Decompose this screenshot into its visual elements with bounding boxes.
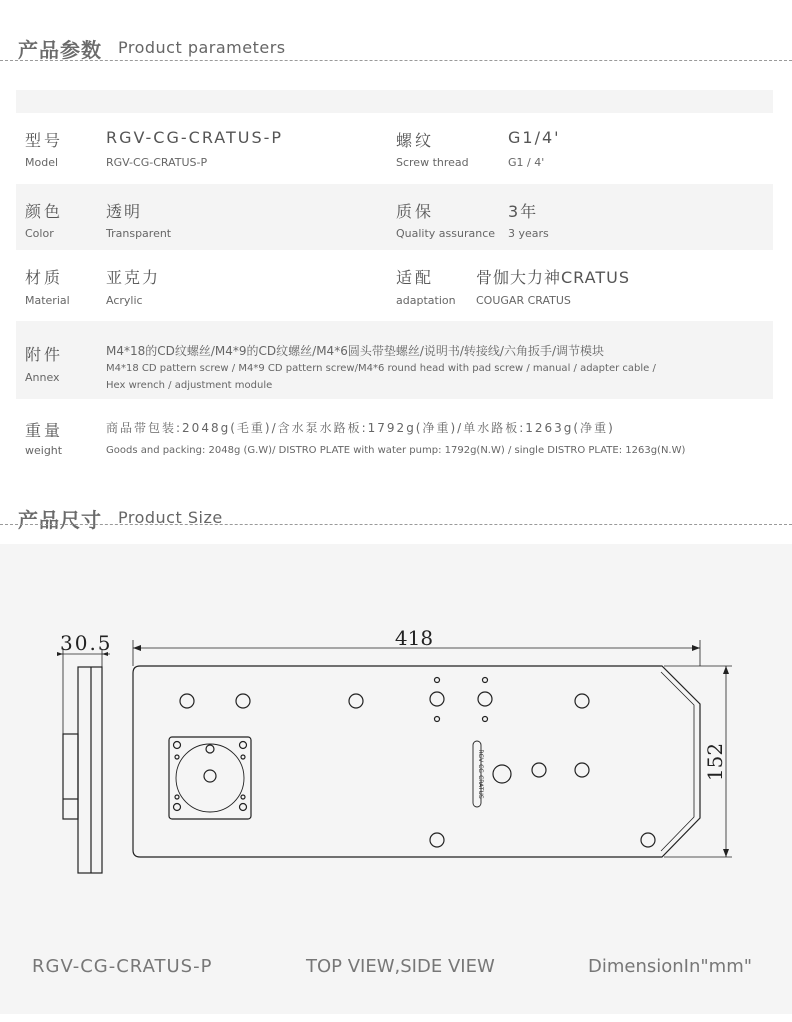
color-value-zh: 透明 [106,202,143,221]
footer-dimension: DimensionIn"mm" [588,956,753,977]
footer-model: RGV-CG-CRATUS-P [32,956,213,977]
quality-value-zh: 3年 [508,202,539,221]
weight-value-zh: 商品带包装:2048g(毛重)/含水泵水路板:1792g(净重)/单水路板:1263g(净重) [106,421,615,435]
side-view-pump-block [63,734,78,819]
hole [575,694,589,708]
model-label-zh: 型号 [25,131,64,150]
dim-height-text: 152 [703,742,727,782]
model-value-en: RGV-CG-CRATUS-P [106,156,208,169]
small-hole [435,678,440,683]
weight-value-en: Goods and packing: 2048g (G.W)/ DISTRO PLATE with water pump: 1792g(N.W) / single DISTRO PLATE: 1263g(N.W) [106,445,686,456]
pump-screw [240,804,247,811]
row-band-top [16,90,773,113]
plate-label-text: RGV-CG-CRATUS [477,749,484,799]
pump-screw-small [175,795,179,799]
weight-label-en: weight [25,444,63,457]
color-label-en: Color [25,227,54,240]
material-value-en: Acrylic [106,294,143,307]
pump-screw-small [175,755,179,759]
dim-length-text: 418 [394,626,434,650]
plate-outline [133,666,700,857]
side-view [58,649,110,873]
hole [180,694,194,708]
quality-label-en: Quality assurance [396,227,496,240]
hole [532,763,546,777]
fitting-port [493,765,511,783]
weight-label-zh: 重量 [25,421,64,440]
arrow [692,645,700,651]
thread-label-en: Screw thread [396,156,469,169]
model-label-en: Model [25,156,59,169]
thread-value-zh: G1/4' [508,128,561,147]
pump-screw [240,742,247,749]
size-header-zh: 产品尺寸 [18,508,102,532]
size-header-en: Product Size [118,508,223,527]
small-hole [483,678,488,683]
hole [236,694,250,708]
material-value-zh: 亚克力 [106,268,161,287]
material-label-zh: 材质 [25,268,64,287]
thread-label-zh: 螺纹 [396,131,435,150]
quality-value-en: 3 years [508,227,549,240]
params-header-zh: 产品参数 [18,38,102,62]
arrow [723,849,729,857]
quality-label-zh: 质保 [396,202,435,221]
pump-mount [169,737,251,819]
hole [430,833,444,847]
hole [349,694,363,708]
dim-arrows [57,645,729,857]
color-label-zh: 颜色 [25,202,64,221]
hole [478,692,492,706]
pump-mount-ring [176,744,244,812]
hole [430,692,444,706]
adaptation-label-en: adaptation [396,294,456,307]
footer-view: TOP VIEW,SIDE VIEW [306,956,495,977]
dim-thickness-text: 30.5 [60,631,113,655]
pump-screw [174,742,181,749]
params-section-header [0,30,792,70]
pump-screw-small [241,795,245,799]
hole [575,763,589,777]
pump-mount-top-hole [206,745,214,753]
adaptation-value-en: COUGAR CRATUS [476,294,571,307]
annex-value-en-line1: M4*18 CD pattern screw / M4*9 CD pattern screw/M4*6 round head with pad screw / manual / adapter cable / [106,363,656,374]
thread-value-en: G1 / 4' [508,156,545,169]
adaptation-value-zh: 骨伽大力神CRATUS [476,268,630,287]
annex-value-en-line2: Hex wrench / adjustment module [106,380,273,391]
small-hole [435,717,440,722]
plate-inner-edge [661,672,694,851]
pump-mount-center [204,770,216,782]
adaptation-label-zh: 适配 [396,268,435,287]
color-value-en: Transparent [106,227,172,240]
side-view-body [78,667,102,873]
dimension-drawing [0,544,792,1014]
arrow [133,645,141,651]
annex-label-en: Annex [25,371,60,384]
annex-value-zh: M4*18的CD纹螺丝/M4*9的CD纹螺丝/M4*6圆头带垫螺丝/说明书/转接线/六角扳手/调节模块 [106,344,605,358]
arrow [723,666,729,674]
dimension-drawing-panel [0,544,792,1014]
size-section-header [0,498,792,538]
top-view-plate [133,666,700,857]
params-header-divider [0,60,792,61]
small-hole [483,717,488,722]
pump-screw [174,804,181,811]
params-header-en: Product parameters [118,38,286,57]
model-value-zh: RGV-CG-CRATUS-P [106,128,284,147]
pump-mount-square [169,737,251,819]
size-header-divider [0,524,792,525]
annex-label-zh: 附件 [25,345,64,364]
material-label-en: Material [25,294,70,307]
hole [641,833,655,847]
pump-screw-small [241,755,245,759]
